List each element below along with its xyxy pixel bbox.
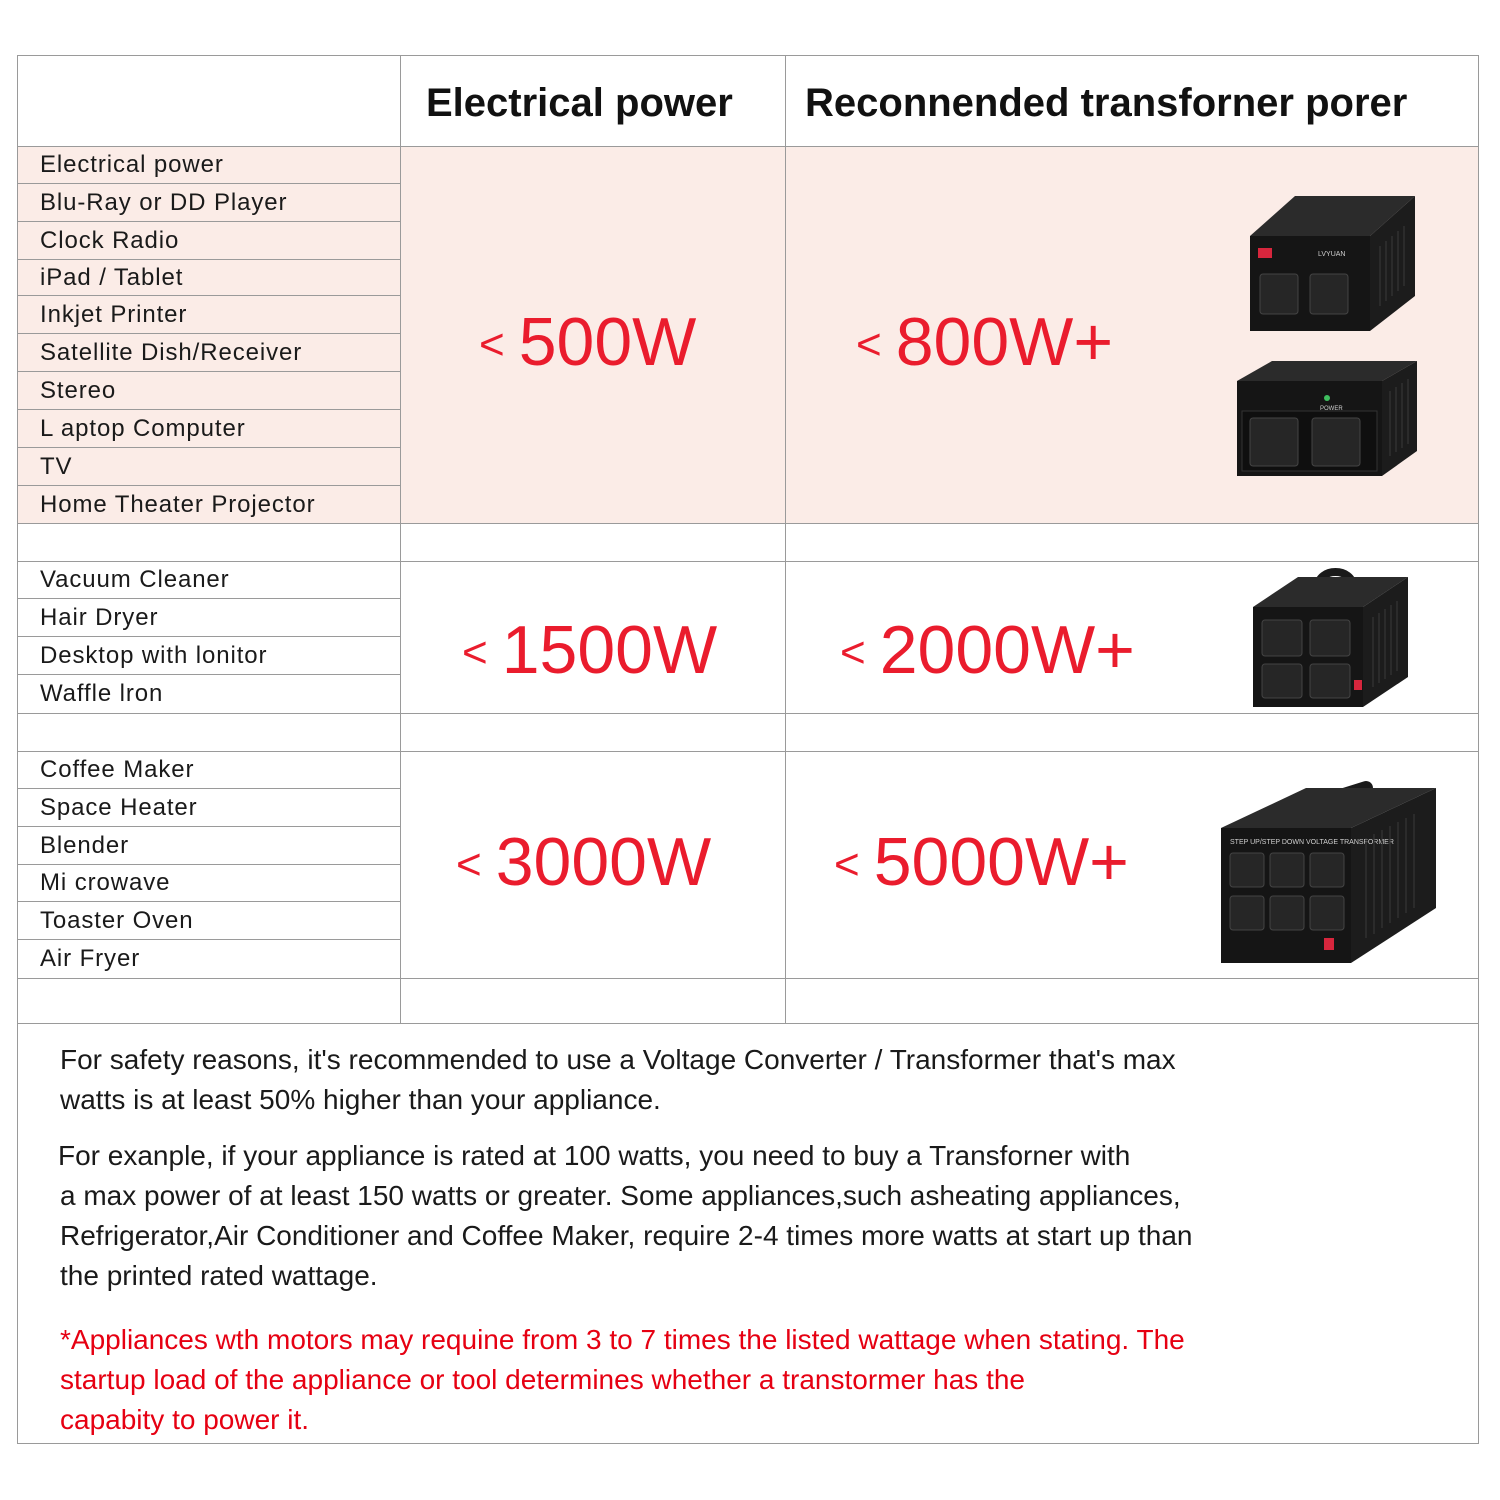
top-label: STEP UP/STEP DOWN VOLTAGE TRANSFORMER — [1230, 839, 1394, 846]
list-item: Electrical power — [18, 146, 400, 184]
list-item: Air Fryer — [40, 945, 141, 972]
group2-items — [18, 561, 400, 713]
group2-recommended: < 2000W+ — [840, 612, 1135, 688]
list-item: Waffle lron — [40, 680, 164, 707]
note-motor-line2: startup load of the appliance or tool determines whether a transtormer has the — [60, 1364, 1025, 1395]
list-item: TV — [18, 448, 400, 486]
transformer-800w-large-image — [1232, 356, 1422, 486]
group1-power: < 500W — [479, 304, 697, 380]
list-item: Space Heater — [18, 789, 400, 827]
transformer-5000w-image — [1216, 768, 1446, 968]
note-example-line3: Refrigerator,Air Conditioner and Coffee Maker, require 2-4 times more watts at start up than — [60, 1220, 1193, 1251]
list-item: iPad / Tablet — [18, 260, 400, 296]
list-item: Inkjet Printer — [18, 296, 400, 334]
transformer-800w-small-image — [1240, 186, 1420, 336]
list-item: Coffee Maker — [18, 751, 400, 789]
group3-recommended: < 5000W+ — [834, 824, 1129, 900]
list-item: Blu-Ray or DD Player — [18, 184, 400, 222]
list-item: L aptop Computer — [18, 410, 400, 448]
group1-items — [18, 146, 400, 523]
list-item: Desktop with lonitor — [18, 637, 400, 675]
list-item: Blender — [18, 827, 400, 865]
note-motor-line3: capabity to power it. — [60, 1404, 310, 1435]
header-recommended-power: Reconnended transforner porer — [805, 81, 1408, 125]
note-example-line4: the printed rated wattage. — [60, 1260, 378, 1291]
power-label: POWER — [1320, 406, 1343, 412]
note-example-line2: a max power of at least 150 watts or greater. Some appliances,such asheating appliances, — [60, 1180, 1181, 1211]
note-example-line1: For exanple, if your appliance is rated at 100 watts, you need to buy a Transforner with — [58, 1140, 1131, 1171]
list-item: Clock Radio — [18, 222, 400, 260]
note-safety-line2: watts is at least 50% higher than your appliance. — [60, 1084, 661, 1115]
header-electrical-power: Electrical power — [426, 81, 733, 125]
group3-power: < 3000W — [456, 824, 712, 900]
note-safety-line1: For safety reasons, it's recommended to use a Voltage Converter / Transformer that's max — [60, 1044, 1176, 1075]
list-item: Home Theater Projector — [40, 490, 316, 518]
group2-power: < 1500W — [462, 612, 718, 688]
note-motor-line1: *Appliances wth motors may requine from 3 to 7 times the listed wattage when stating. The — [60, 1324, 1185, 1355]
brand-label: LVYUAN — [1318, 251, 1346, 258]
group3-items — [18, 751, 400, 978]
list-item: Hair Dryer — [18, 599, 400, 637]
list-item: Satellite Dish/Receiver — [18, 334, 400, 372]
list-item: Vacuum Cleaner — [18, 561, 400, 599]
list-item: Stereo — [18, 372, 400, 410]
transformer-2000w-image — [1248, 562, 1418, 712]
list-item: Mi crowave — [18, 865, 400, 902]
group1-recommended: < 800W+ — [856, 304, 1114, 380]
list-item: Toaster Oven — [18, 902, 400, 940]
